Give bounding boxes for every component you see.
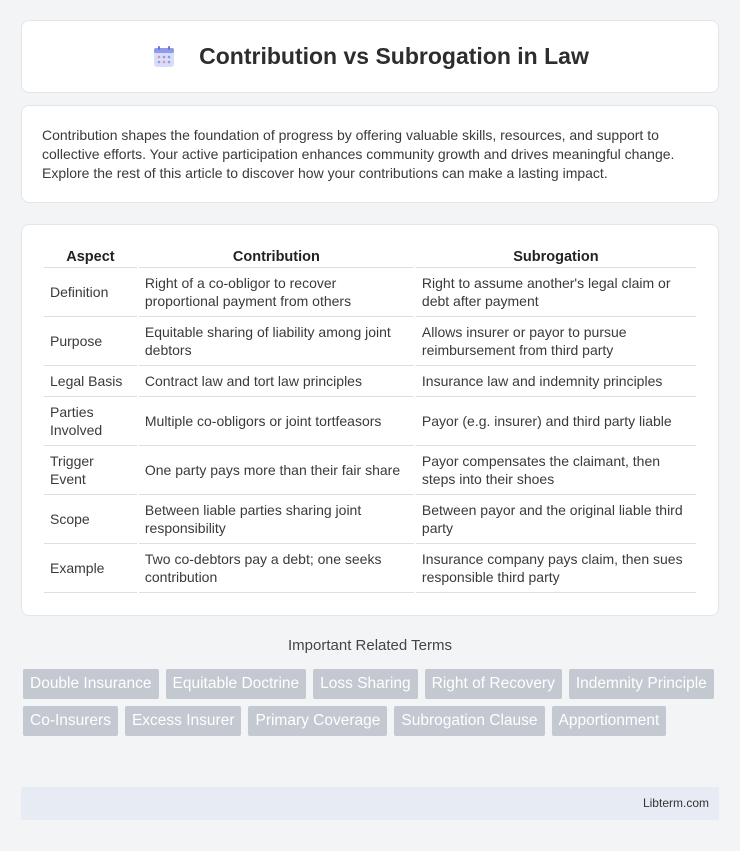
subrogation-cell: Insurance company pays claim, then sues responsible third party <box>416 544 696 593</box>
calendar-icon <box>151 44 177 70</box>
column-header-subrogation: Subrogation <box>416 243 696 268</box>
related-terms-heading: Important Related Terms <box>288 637 452 654</box>
related-term-tag[interactable]: Equitable Doctrine <box>166 669 307 699</box>
subrogation-cell: Payor compensates the claimant, then steps into their shoes <box>416 446 696 495</box>
table-row <box>44 366 696 397</box>
related-term-tag[interactable]: Apportionment <box>552 706 667 736</box>
comparison-table-card <box>21 224 719 616</box>
aspect-cell: Trigger Event <box>44 446 137 495</box>
footer-site-link[interactable]: Libterm.com <box>642 796 709 810</box>
contribution-cell: Right of a co-obligor to recover proportional payment from others <box>139 268 414 317</box>
contribution-cell: Equitable sharing of liability among joint debtors <box>139 317 414 366</box>
table-row <box>44 495 696 544</box>
table-header-row <box>44 243 696 268</box>
related-term-tag[interactable]: Loss Sharing <box>313 669 417 699</box>
page-title: Contribution vs Subrogation in Law <box>199 43 589 69</box>
column-header-contribution: Contribution <box>139 243 414 268</box>
table-row <box>44 317 696 366</box>
aspect-cell: Example <box>44 544 137 593</box>
aspect-cell: Purpose <box>44 317 137 366</box>
aspect-cell: Definition <box>44 268 137 317</box>
aspect-cell: Legal Basis <box>44 366 137 397</box>
subrogation-cell: Between payor and the original liable third party <box>416 495 696 544</box>
table-row <box>44 268 696 317</box>
comparison-table <box>42 243 698 593</box>
related-term-tag[interactable]: Double Insurance <box>23 669 159 699</box>
column-header-aspect: Aspect <box>44 243 137 268</box>
related-term-tag[interactable]: Primary Coverage <box>248 706 387 736</box>
intro-card <box>21 105 719 203</box>
related-term-tag[interactable]: Subrogation Clause <box>394 706 544 736</box>
subrogation-cell: Payor (e.g. insurer) and third party liable <box>416 397 696 446</box>
subrogation-cell: Right to assume another's legal claim or debt after payment <box>416 268 696 317</box>
related-term-tag[interactable]: Indemnity Principle <box>569 669 714 699</box>
footer <box>21 787 719 820</box>
table-row <box>44 544 696 593</box>
contribution-cell: Contract law and tort law principles <box>139 366 414 397</box>
related-term-tag[interactable]: Excess Insurer <box>125 706 242 736</box>
subrogation-cell: Allows insurer or payor to pursue reimbursement from third party <box>416 317 696 366</box>
aspect-cell: Scope <box>44 495 137 544</box>
contribution-cell: Two co-debtors pay a debt; one seeks contribution <box>139 544 414 593</box>
contribution-cell: Multiple co-obligors or joint tortfeasors <box>139 397 414 446</box>
related-term-tag[interactable]: Right of Recovery <box>425 669 562 699</box>
aspect-cell: Parties Involved <box>44 397 137 446</box>
table-row <box>44 397 696 446</box>
contribution-cell: Between liable parties sharing joint responsibility <box>139 495 414 544</box>
related-terms-list <box>23 669 723 743</box>
subrogation-cell: Insurance law and indemnity principles <box>416 366 696 397</box>
intro-paragraph: Contribution shapes the foundation of progress by offering valuable skills, resources, and support to collective efforts. Your active participation enhances community growth and drives meaningful change. Explore the rest of this article to discover how your contributions can make a lasting impact. <box>42 127 675 181</box>
table-row <box>44 446 696 495</box>
header-card <box>21 20 719 93</box>
related-term-tag[interactable]: Co-Insurers <box>23 706 118 736</box>
contribution-cell: One party pays more than their fair share <box>139 446 414 495</box>
